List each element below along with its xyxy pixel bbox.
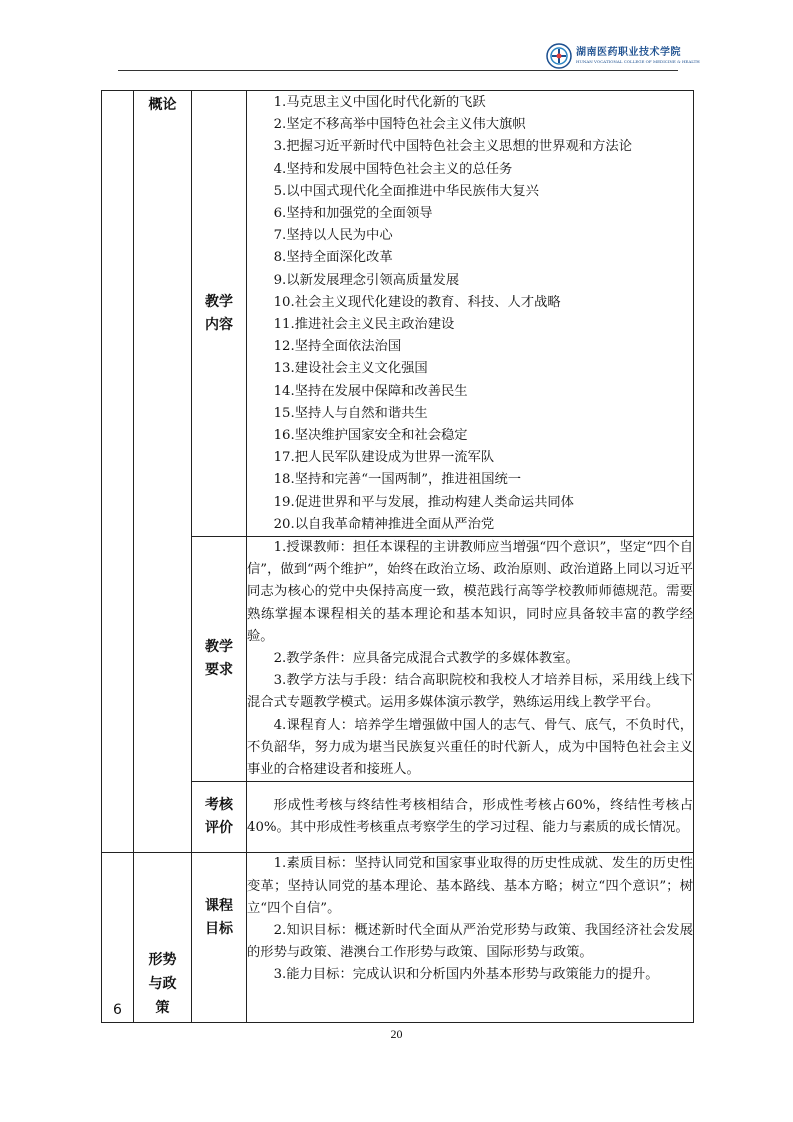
college-emblem-icon [546, 43, 572, 69]
header-rule [118, 70, 678, 71]
list-item: 14.坚持在发展中保障和改善民生 [273, 383, 468, 399]
category-label-cell [192, 782, 247, 853]
paragraph: 2.教学条件：应具备完成混合式教学的多媒体教室。 [273, 651, 579, 667]
row-number-cell [102, 91, 134, 853]
paragraph: 1.授课教师：担任本课程的主讲教师应当增强“四个意识”，坚定“四个自信”，做到“两个维护”，始终在政治立场、政治原则、政治道路上同以习近平同志为核心的党中央保持高度一致，模范践行高等学校教师师德规范。需要熟练掌握本课程相关的基本理论和基本知识，同时应具备较丰富的教学经验。 [247, 540, 693, 644]
category-label: 课程目标 [205, 898, 233, 938]
category-label-cell [192, 537, 247, 782]
paragraph: 3.教学方法与手段：结合高职院校和我校人才培养目标，采用线上线下混合式专题教学模式。运用多媒体演示教学，熟练运用线上教学平台。 [247, 673, 693, 711]
table-row [102, 853, 694, 1023]
category-label: 考核评价 [205, 797, 233, 837]
page-number: 20 [390, 1027, 403, 1041]
curriculum-table [101, 90, 694, 1023]
paragraph: 形成性考核与终结性考核相结合，形成性考核占60%，终结性考核占40%。其中形成性考核重点考察学生的学习过程、能力与素质的成长情况。 [247, 798, 693, 836]
list-item: 5.以中国式现代化全面推进中华民族伟大复兴 [273, 183, 539, 199]
list-item: 7.坚持以人民为中心 [273, 228, 393, 244]
list-item: 3.把握习近平新时代中国特色社会主义思想的世界观和方法论 [273, 139, 632, 155]
list-item: 17.把人民军队建设成为世界一流军队 [273, 450, 495, 466]
category-label: 教学内容 [205, 293, 233, 333]
paragraph: 3.能力目标：完成认识和分析国内外基本形势与政策能力的提升。 [273, 967, 659, 983]
college-logo [546, 43, 700, 69]
list-item: 12.坚持全面依法治国 [273, 339, 402, 355]
college-name-cn: 湖南医药职业技术学院 [576, 47, 681, 58]
list-item: 9.以新发展理念引领高质量发展 [273, 272, 460, 288]
list-item: 19.促进世界和平与发展，推动构建人类命运共同体 [273, 494, 574, 510]
assessment-cell [247, 782, 694, 853]
paragraph: 2.知识目标：概述新时代全面从严治党形势与政策、我国经济社会发展的形势与政策、港澳台工作形势与政策、国际形势与政策。 [247, 922, 693, 961]
category-label-cell [192, 853, 247, 1023]
list-item: 18.坚持和完善“一国两制”，推进祖国统一 [273, 472, 522, 488]
course-name: 形势与政策 [148, 952, 177, 1017]
course-name: 概论 [148, 97, 177, 113]
list-item: 13.建设社会主义文化强国 [273, 361, 428, 377]
course-name-cell [134, 853, 192, 1023]
row-number-cell [102, 853, 134, 1023]
paragraph: 1.素质目标：坚持认同党和国家事业取得的历史性成就、发生的历史性变革；坚持认同党的基本理论、基本路线、基本方略；树立“四个意识”；树立“四个自信”。 [247, 856, 693, 916]
teaching-content-cell [247, 91, 694, 537]
list-item: 20.以自我革命精神推进全面从严治党 [273, 516, 495, 532]
table-row [102, 91, 694, 537]
list-item: 6.坚持和加强党的全面领导 [273, 206, 433, 222]
list-item: 4.坚持和发展中国特色社会主义的总任务 [273, 161, 513, 177]
list-item: 8.坚持全面深化改革 [273, 250, 393, 266]
row-number: 6 [113, 1002, 122, 1019]
teaching-requirements-cell [247, 537, 694, 782]
category-label-cell [192, 91, 247, 537]
course-name-cell [134, 91, 192, 853]
list-item: 15.坚持人与自然和谐共生 [273, 405, 428, 421]
list-item: 10.社会主义现代化建设的教育、科技、人才战略 [273, 294, 561, 310]
paragraph: 4.课程育人：培养学生增强做中国人的志气、骨气、底气，不负时代，不负韶华，努力成为堪当民族复兴重任的时代新人，成为中国特色社会主义事业的合格建设者和接班人。 [247, 717, 693, 778]
list-item: 1.马克思主义中国化时代化新的飞跃 [273, 95, 486, 110]
content-list [247, 91, 693, 536]
list-item: 16.坚决维护国家安全和社会稳定 [273, 428, 468, 444]
college-name-en: HUNAN VOCATIONAL COLLEGE OF MEDICINE & HEALTH [576, 59, 700, 64]
course-objectives-cell [247, 853, 694, 1023]
list-item: 2.坚定不移高举中国特色社会主义伟大旗帜 [273, 117, 526, 133]
category-label: 教学要求 [205, 639, 233, 679]
list-item: 11.推进社会主义民主政治建设 [273, 317, 455, 333]
